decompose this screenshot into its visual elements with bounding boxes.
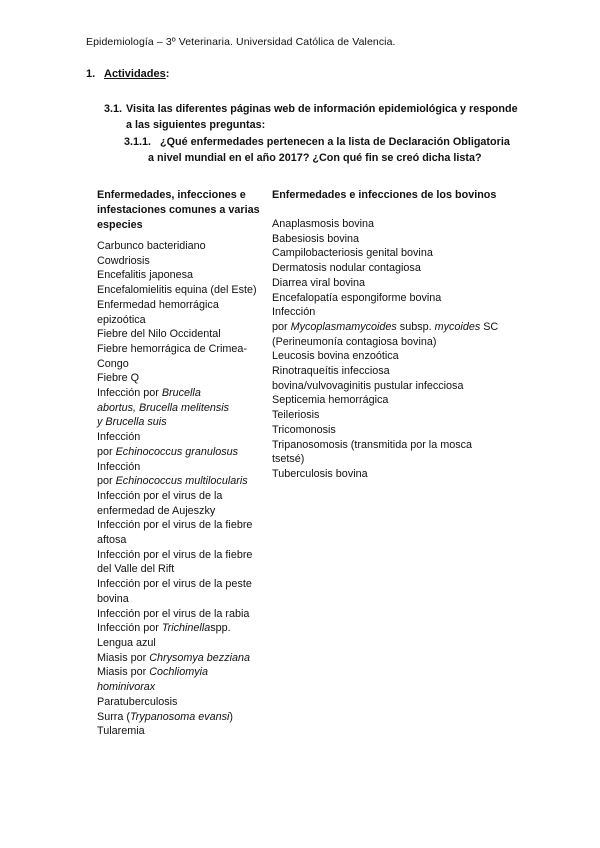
list-item bbox=[97, 445, 267, 460]
list-item bbox=[272, 320, 522, 335]
column-heading: Enfermedades e infecciones de los bovinos bbox=[272, 189, 497, 201]
list-item-text: Surra ( bbox=[97, 710, 130, 723]
list-item: bovina bbox=[97, 592, 129, 605]
list-item: Infección por el virus de la fiebre bbox=[97, 548, 253, 561]
list-item-text: Miasis por bbox=[97, 651, 150, 664]
list-item: hominivorax bbox=[97, 681, 156, 694]
list-item: Congo bbox=[97, 357, 129, 370]
list-item: y Brucella suis bbox=[97, 416, 167, 429]
list-item: Fiebre hemorrágica de Crimea- bbox=[97, 342, 248, 355]
question-3-1-1-line1: ¿Qué enfermedades pertenecen a la lista de Declaración Obligatoria bbox=[160, 136, 510, 148]
list-item-text: SC bbox=[480, 320, 499, 333]
species-name: Mycoplasmamycoides bbox=[290, 320, 397, 333]
species-name: Chrysomya bezziana bbox=[149, 651, 251, 664]
list-item bbox=[97, 474, 267, 489]
list-item-text: Miasis por bbox=[97, 666, 150, 679]
list-item: Tricomonosis bbox=[272, 423, 336, 436]
list-item: Cowdriosis bbox=[97, 254, 150, 267]
list-item: Encefalitis japonesa bbox=[97, 269, 194, 282]
list-item: Campilobacteriosis genital bovina bbox=[272, 247, 433, 260]
list-item: Enfermedad hemorrágica bbox=[97, 298, 219, 311]
list-item bbox=[97, 386, 267, 401]
list-item: tsetsé) bbox=[272, 453, 305, 466]
disease-list-bovine bbox=[272, 188, 522, 482]
list-item: Infección por el virus de la peste bbox=[97, 578, 252, 591]
list-item: Tuberculosis bovina bbox=[272, 467, 368, 480]
question-3-1-1-number: 3.1.1. bbox=[124, 136, 152, 148]
species-name: Cochliomyia bbox=[149, 666, 209, 679]
list-item: Fiebre del Nilo Occidental bbox=[97, 328, 221, 341]
question-3-1-1-line2: a nivel mundial en el año 2017? ¿Con qué fin se creó dicha lista? bbox=[148, 152, 482, 164]
list-item: enfermedad de Aujeszky bbox=[97, 504, 216, 517]
list-item: Infección por el virus de la rabia bbox=[97, 607, 250, 620]
species-name: Trypanosoma evansi bbox=[130, 710, 230, 723]
list-item: Infección por el virus de la bbox=[97, 489, 223, 502]
list-item: Encefalomielitis equina (del Este) bbox=[97, 284, 257, 297]
list-item: Leucosis bovina enzoótica bbox=[272, 350, 399, 363]
list-item: Tripanosomosis (transmitida por la mosca bbox=[272, 438, 473, 451]
section-title: Actividades bbox=[104, 68, 166, 80]
list-item: epizoótica bbox=[97, 313, 146, 326]
list-item: Infección bbox=[97, 460, 141, 473]
list-item: Anaplasmosis bovina bbox=[272, 218, 375, 230]
species-name: Echinococcus granulosus bbox=[115, 445, 239, 458]
list-item: Carbunco bacteridiano bbox=[97, 240, 206, 252]
list-item: Diarrea viral bovina bbox=[272, 276, 366, 289]
list-item bbox=[97, 710, 267, 725]
list-item-text: subsp. bbox=[396, 320, 435, 333]
list-item-text: Infección por bbox=[97, 387, 162, 400]
list-item: del Valle del Rift bbox=[97, 563, 175, 576]
list-item: Paratuberculosis bbox=[97, 695, 178, 708]
list-item-text: Infección por bbox=[97, 622, 162, 635]
list-item: Tularemia bbox=[97, 725, 145, 738]
species-name: Trichinella bbox=[161, 622, 211, 635]
section-colon: : bbox=[165, 68, 170, 80]
column-heading-line: infestaciones comunes a varias bbox=[97, 204, 260, 216]
question-3-1-line1: Visita las diferentes páginas web de información epidemiológica y responde bbox=[126, 103, 518, 115]
list-item: Septicemia hemorrágica bbox=[272, 394, 389, 407]
column-heading-line: Enfermedades, infecciones e bbox=[97, 189, 246, 201]
list-item: Rinotraqueítis infecciosa bbox=[272, 365, 390, 378]
list-item: Infección bbox=[97, 431, 141, 444]
list-item: abortus, Brucella melitensis bbox=[97, 401, 230, 414]
list-item-text: por bbox=[97, 475, 116, 488]
list-item: Teileriosis bbox=[272, 409, 320, 422]
list-item-text: por bbox=[97, 445, 116, 458]
section-number: 1. bbox=[86, 68, 96, 80]
list-item: Dermatosis nodular contagiosa bbox=[272, 262, 421, 275]
page-header: Epidemiología – 3º Veterinaria. Universidad Católica de Valencia. bbox=[86, 36, 396, 48]
list-item bbox=[97, 621, 267, 636]
list-item-text: por bbox=[272, 320, 291, 333]
question-3-1 bbox=[104, 101, 524, 133]
column-heading bbox=[97, 188, 267, 233]
list-item-text: spp. bbox=[210, 622, 231, 635]
list-item: Babesiosis bovina bbox=[272, 232, 360, 245]
column-heading-line: especies bbox=[97, 219, 143, 231]
list-item: aftosa bbox=[97, 534, 127, 547]
list-item: (Perineumonía contagiosa bovina) bbox=[272, 335, 437, 348]
disease-list-common-species bbox=[97, 188, 267, 739]
list-item: Infección por el virus de la fiebre bbox=[97, 519, 253, 532]
list-item: Infección bbox=[272, 306, 316, 319]
question-3-1-1 bbox=[124, 134, 514, 166]
list-item: bovina/vulvovaginitis pustular infecciosa bbox=[272, 379, 464, 392]
section-heading bbox=[86, 68, 169, 80]
list-item bbox=[97, 665, 267, 680]
list-item bbox=[97, 651, 267, 666]
species-name: Brucella bbox=[161, 387, 201, 400]
species-name: Echinococcus multilocularis bbox=[115, 475, 248, 488]
list-item-text: ) bbox=[229, 710, 234, 723]
list-item: Fiebre Q bbox=[97, 372, 140, 385]
question-3-1-number: 3.1. bbox=[104, 103, 123, 115]
question-3-1-line2: a las siguientes preguntas: bbox=[126, 119, 266, 131]
list-item: Encefalopatía espongiforme bovina bbox=[272, 291, 442, 304]
list-item: Lengua azul bbox=[97, 636, 156, 649]
species-name: mycoides bbox=[434, 320, 481, 333]
